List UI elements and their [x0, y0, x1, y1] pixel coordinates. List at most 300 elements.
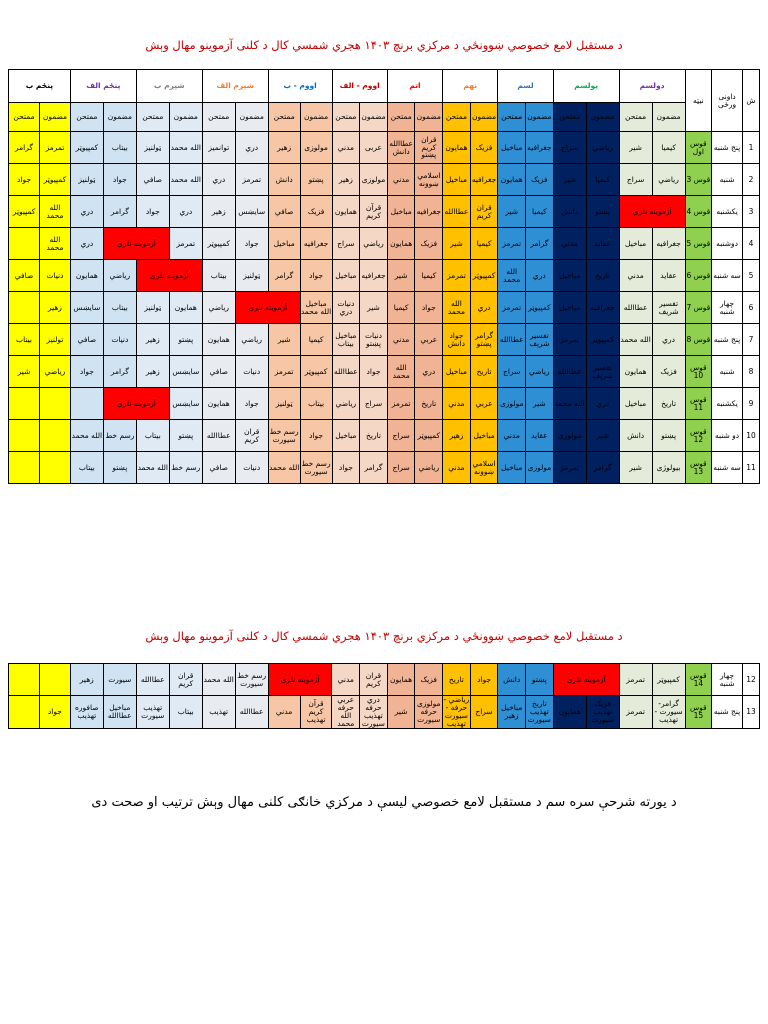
schedule-cell: دري: [70, 196, 103, 228]
row-weekday: پنج شنبه: [712, 132, 743, 164]
row-date: قوس 7: [685, 292, 712, 324]
schedule-cell: دري: [169, 196, 202, 228]
schedule-cell: دري: [235, 132, 268, 164]
row-weekday: دوشنبه: [712, 228, 743, 260]
schedule-title-2: د مستقبل لامع خصوصي ښوونځي د مرکزي برنچ ۱۴۰۳ هجري شمسي کال د کلنی آزموینو مهال وېش: [145, 629, 623, 643]
teacher-subheader: ممتحن: [498, 103, 526, 132]
row-number: 3: [742, 196, 759, 228]
schedule-cell: بیتاب: [103, 132, 136, 164]
schedule-cell: [9, 388, 40, 420]
row-number: 6: [742, 292, 759, 324]
schedule-cell: تمرمز: [387, 388, 415, 420]
class-header: دولسم: [619, 70, 685, 103]
schedule-cell: تفسیر شریف: [652, 292, 685, 324]
schedule-cell: ریاضي: [360, 228, 388, 260]
schedule-cell: کیمیا: [300, 324, 332, 356]
row-date: قوس 3: [685, 164, 712, 196]
row-date: قوس 15: [685, 696, 712, 729]
schedule-cell: قرآن کریم تهذیب: [300, 696, 332, 729]
schedule-cell: بیتاب: [202, 260, 235, 292]
teacher-subheader: ممتحن: [70, 103, 103, 132]
schedule-cell: تمرمز: [40, 132, 71, 164]
schedule-cell: جواد: [470, 664, 498, 696]
schedule-cell: تمرمز: [553, 452, 586, 484]
schedule-cell: عطاالله: [332, 356, 360, 388]
schedule-cell: کمپیوټر: [586, 324, 619, 356]
row-weekday: دو شنبه: [712, 420, 743, 452]
schedule-cell: همایون: [70, 260, 103, 292]
schedule-cell: مباخیل بیتاب: [332, 324, 360, 356]
row-number: 2: [742, 164, 759, 196]
schedule-cell: عطاالله: [619, 292, 652, 324]
schedule-cell: جواد: [300, 260, 332, 292]
schedule-cell: الله محمد: [202, 664, 235, 696]
schedule-cell: تولنیز: [40, 324, 71, 356]
row-number: 11: [742, 452, 759, 484]
schedule-cell: شیر: [586, 420, 619, 452]
schedule-cell: تاریخ: [652, 388, 685, 420]
teacher-subheader: ممتحن: [443, 103, 471, 132]
schedule-cell: زهیر: [268, 132, 300, 164]
schedule-cell: سراج: [553, 132, 586, 164]
schedule-cell: تمرمز: [619, 664, 652, 696]
table-row: [9, 260, 760, 292]
schedule-cell: شیر: [387, 696, 415, 729]
schedule-cell: زهیر: [136, 356, 169, 388]
schedule-cell: صافي: [136, 164, 169, 196]
schedule-cell: سراج: [619, 164, 652, 196]
schedule-cell: [9, 452, 40, 484]
schedule-cell: دانش: [619, 420, 652, 452]
schedule-cell: مباخیل الله محمد: [300, 292, 332, 324]
subject-subheader: مضمون: [470, 103, 498, 132]
teacher-subheader: ممتحن: [268, 103, 300, 132]
schedule-cell: مدني: [443, 388, 471, 420]
schedule-cell: تمرمز: [169, 228, 202, 260]
row-date: قوس 13: [685, 452, 712, 484]
schedule-cell: کمپیوټر: [415, 420, 443, 452]
schedule-cell: ریاضي: [202, 292, 235, 324]
schedule-cell: پښتو: [586, 196, 619, 228]
schedule-cell: قران کریم: [235, 420, 268, 452]
schedule-cell: زهیر: [443, 420, 471, 452]
schedule-cell: زهیر: [136, 324, 169, 356]
row-date: قوس 10: [685, 356, 712, 388]
schedule-cell: ریاضي: [652, 164, 685, 196]
schedule-cell: مباخیل: [498, 132, 526, 164]
schedule-cell: دانش: [268, 164, 300, 196]
schedule-cell: الله محمد: [136, 452, 169, 484]
schedule-cell: تاریخ تهذیب سیورت: [526, 696, 554, 729]
row-number: 4: [742, 228, 759, 260]
schedule-cell: کمپیوټر: [470, 260, 498, 292]
schedule-cell: تهذیب سیورت: [136, 696, 169, 729]
teacher-subheader: ممتحن: [9, 103, 40, 132]
schedule-cell: عربی: [360, 132, 388, 164]
schedule-cell: شیر: [9, 356, 40, 388]
teacher-subheader: ممتحن: [619, 103, 652, 132]
schedule-cell: مباخیل: [443, 356, 471, 388]
schedule-cell: تمرمز: [619, 696, 652, 729]
schedule-cell: [9, 420, 40, 452]
row-number: 12: [742, 664, 759, 696]
row-weekday: یکشنبه: [712, 196, 743, 228]
schedule-cell: مدني: [387, 164, 415, 196]
class-header: شپږم ب: [136, 70, 202, 103]
schedule-cell: گرامر پښتو: [470, 324, 498, 356]
header-number: ش: [742, 70, 759, 132]
schedule-cell: بیتاب: [103, 292, 136, 324]
schedule-cell: فزیک: [526, 164, 554, 196]
row-date: قوس 12: [685, 420, 712, 452]
schedule-cell: رسم خط سیورت: [300, 452, 332, 484]
schedule-cell: جواد: [70, 356, 103, 388]
row-weekday: پنج شنبه: [712, 696, 743, 729]
schedule-cell: مدني: [553, 228, 586, 260]
schedule-cell: کیمیا: [470, 228, 498, 260]
teacher-subheader: ممتحن: [553, 103, 586, 132]
no-exam-cell: آزموینه نلری: [136, 260, 202, 292]
table-row: [9, 164, 760, 196]
schedule-cell: کیمیا: [586, 164, 619, 196]
schedule-cell: الله محمد: [387, 356, 415, 388]
schedule-cell: عطاالله: [498, 324, 526, 356]
schedule-cell: بیتاب: [9, 324, 40, 356]
row-number: 8: [742, 356, 759, 388]
schedule-cell: [9, 664, 40, 696]
row-date: قوس 4: [685, 196, 712, 228]
schedule-cell: ټولنیز: [136, 292, 169, 324]
schedule-cell: عقاید: [586, 228, 619, 260]
schedule-cell: پښتو: [169, 324, 202, 356]
schedule-cell: جواد دانش: [443, 324, 471, 356]
schedule-cell: مباخیل عطاالله: [103, 696, 136, 729]
schedule-cell: جغرافیه: [652, 228, 685, 260]
subject-subheader: مضمون: [415, 103, 443, 132]
schedule-cell: مدني: [332, 132, 360, 164]
schedule-cell: تاریخ: [586, 260, 619, 292]
schedule-cell: قران کریم پښتو: [415, 132, 443, 164]
schedule-cell: ریاضي: [332, 388, 360, 420]
no-exam-cell: آزموینه نلری: [235, 292, 300, 324]
schedule-cell: مولوزی: [526, 452, 554, 484]
no-exam-cell: آزموینه نلری: [103, 388, 169, 420]
schedule-cell: دنیات دري: [332, 292, 360, 324]
row-number: 7: [742, 324, 759, 356]
schedule-cell: همایون: [202, 324, 235, 356]
schedule-cell: جواد: [235, 388, 268, 420]
no-exam-cell: آزموینه نلری: [268, 664, 332, 696]
class-header: لسم: [498, 70, 553, 103]
schedule-cell: [9, 228, 40, 260]
schedule-cell: مباخیل: [553, 260, 586, 292]
row-date: قوس 14: [685, 664, 712, 696]
schedule-cell: زهیر: [202, 196, 235, 228]
schedule-cell: مباخیل: [443, 164, 471, 196]
schedule-cell: همایون: [619, 356, 652, 388]
schedule-cell: پښتو: [169, 420, 202, 452]
schedule-cell: ټولنیز: [268, 388, 300, 420]
schedule-cell: گرامر- سیورت - تهذیب: [652, 696, 685, 729]
schedule-cell: جغرافیه: [300, 228, 332, 260]
schedule-cell: تمرمز: [235, 164, 268, 196]
schedule-cell: گرامر: [526, 228, 554, 260]
schedule-cell: ریاضي: [526, 356, 554, 388]
schedule-cell: عطاالله: [443, 196, 471, 228]
class-header: پنځم ب: [9, 70, 71, 103]
schedule-cell: مباخیل: [332, 260, 360, 292]
schedule-cell: الله محمد: [268, 452, 300, 484]
schedule-cell: [40, 452, 71, 484]
schedule-cell: تفسیر شریف: [526, 324, 554, 356]
schedule-cell: سایښس: [169, 356, 202, 388]
schedule-cell: جغرافیه: [415, 196, 443, 228]
schedule-cell: ټولنیز: [235, 260, 268, 292]
schedule-cell: زهیر: [70, 664, 103, 696]
schedule-cell: [9, 696, 40, 729]
subject-subheader: مضمون: [652, 103, 685, 132]
class-header: اووم - الف: [332, 70, 387, 103]
schedule-cell: عربي: [415, 324, 443, 356]
class-header: پنځم الف: [70, 70, 136, 103]
schedule-cell: جغرافیه: [526, 132, 554, 164]
schedule-cell: رسم خط سیورت: [235, 664, 268, 696]
exam-schedule-table-2: [8, 663, 760, 729]
schedule-cell: فزیک: [415, 664, 443, 696]
subject-subheader: مضمون: [169, 103, 202, 132]
schedule-cell: [70, 388, 103, 420]
subject-subheader: مضمون: [300, 103, 332, 132]
subject-subheader: مضمون: [360, 103, 388, 132]
schedule-cell: گرامر: [9, 132, 40, 164]
row-date: قوس 8: [685, 324, 712, 356]
schedule-cell: سراج: [387, 452, 415, 484]
row-date: قوس 5: [685, 228, 712, 260]
schedule-cell: اسلامي ښوونه: [470, 452, 498, 484]
schedule-cell: بیولوژی: [652, 452, 685, 484]
schedule-cell: عربي حرفه الله محمد: [332, 696, 360, 729]
schedule-cell: کمپیوټر: [70, 132, 103, 164]
schedule-cell: مباخیل: [553, 292, 586, 324]
schedule-cell: شیر: [619, 132, 652, 164]
schedule-cell: عطاالله: [136, 664, 169, 696]
schedule-cell: عطاالله: [553, 356, 586, 388]
schedule-cell: پښتو: [652, 420, 685, 452]
row-number: 13: [742, 696, 759, 729]
no-exam-cell: آزموینه نلری: [619, 196, 685, 228]
schedule-cell: شیر: [443, 228, 471, 260]
schedule-cell: جواد: [360, 356, 388, 388]
table-row: [9, 196, 760, 228]
schedule-cell: مباخیل: [470, 420, 498, 452]
schedule-cell: دري: [415, 356, 443, 388]
schedule-cell: کمپیوټر: [652, 664, 685, 696]
table-row: [9, 664, 760, 696]
subject-subheader: مضمون: [40, 103, 71, 132]
schedule-cell: همایون: [498, 164, 526, 196]
schedule-cell: سراج: [498, 356, 526, 388]
schedule-cell: الله محمد: [40, 228, 71, 260]
schedule-cell: ریاضي - حرفه - سیورت تهذیب: [443, 695, 470, 728]
schedule-cell: دنیات: [40, 260, 71, 292]
schedule-cell: مدني: [268, 696, 300, 729]
header-row: [9, 70, 760, 103]
row-number: 9: [742, 388, 759, 420]
class-header: اووم - ب: [268, 70, 332, 103]
schedule-cell: دري: [652, 324, 685, 356]
schedule-cell: ټولنیز: [136, 132, 169, 164]
schedule-cell: ریاضي: [235, 324, 268, 356]
schedule-cell: سراج: [470, 696, 498, 729]
schedule-cell: رسم خط: [169, 452, 202, 484]
schedule-cell: مدني: [619, 260, 652, 292]
schedule-cell: شیر: [498, 196, 526, 228]
row-date: قوس 6: [685, 260, 712, 292]
schedule-cell: تمرمز: [498, 228, 526, 260]
schedule-cell: کیمیا: [415, 260, 443, 292]
schedule-cell: شیر: [268, 324, 300, 356]
row-weekday: سه شنبه: [712, 260, 743, 292]
schedule-cell: ټولنیز: [70, 164, 103, 196]
schedule-cell: همایون: [387, 664, 415, 696]
schedule-cell: صافي: [9, 260, 40, 292]
schedule-cell: بیتاب: [169, 696, 202, 729]
schedule-cell: جواد: [235, 228, 268, 260]
schedule-cell: جواد: [415, 292, 443, 324]
schedule-cell: مباخیل زهیر: [498, 696, 526, 729]
schedule-title-1: د مستقبل لامع خصوصي ښوونځي د مرکزي برنچ ۱۴۰۳ هجري شمسي کال د کلنی آزموینو مهال وېش: [145, 38, 623, 52]
class-header: اتم: [387, 70, 442, 103]
schedule-cell: جغرافیه: [586, 292, 619, 324]
row-weekday: شنبه: [712, 164, 743, 196]
schedule-cell: [40, 388, 71, 420]
schedule-cell: مدني: [443, 452, 471, 484]
schedule-cell: صافي: [70, 324, 103, 356]
table-row: [9, 452, 760, 484]
schedule-cell: صافي: [202, 356, 235, 388]
subheader-row: [9, 103, 760, 132]
schedule-cell: مولوزی: [300, 132, 332, 164]
schedule-cell: مولوزی: [498, 388, 526, 420]
schedule-cell: کیمیا: [526, 196, 554, 228]
schedule-cell: عربي: [470, 388, 498, 420]
row-date: قوس 11: [685, 388, 712, 420]
row-weekday: پنج شنبه: [712, 324, 743, 356]
schedule-cell: اسلامي ښوونه: [415, 164, 443, 196]
teacher-subheader: ممتحن: [202, 103, 235, 132]
schedule-cell: رسم خط: [103, 420, 136, 452]
schedule-cell: دري: [470, 292, 498, 324]
schedule-cell: قران کریم: [470, 196, 498, 228]
schedule-cell: قران کریم: [360, 664, 388, 696]
schedule-cell: عطاالله دانش: [387, 132, 415, 164]
schedule-cell: الله محمد: [553, 388, 586, 420]
row-number: 10: [742, 420, 759, 452]
schedule-cell: مدني: [332, 664, 360, 696]
schedule-cell: مباخیل: [498, 452, 526, 484]
schedule-cell: سیورت: [103, 664, 136, 696]
schedule-cell: مولوزی: [553, 420, 586, 452]
schedule-cell: الله محمد: [40, 196, 71, 228]
schedule-cell: کمپیوټر: [40, 164, 71, 196]
schedule-cell: قران کریم: [169, 664, 202, 696]
row-weekday: یکشنبه: [712, 388, 743, 420]
schedule-cell: کیمیا: [652, 132, 685, 164]
table-row: [9, 132, 760, 164]
schedule-cell: همایون: [443, 132, 471, 164]
schedule-cell: شیر: [526, 388, 554, 420]
row-weekday: سه شنبه: [712, 452, 743, 484]
schedule-cell: صافي: [268, 196, 300, 228]
schedule-cell: دري: [70, 228, 103, 260]
schedule-cell: پښتو: [526, 664, 554, 696]
schedule-cell: کمپیوټر: [526, 292, 554, 324]
schedule-cell: فزیک: [470, 132, 498, 164]
bottom-note: د یورته شرحې سره سم د مستقبل لامع خصوصي لیسې د مرکزي خانګی کلنی مهال وېش ترتیب او صحت دی: [91, 795, 677, 810]
schedule-cell: شیر: [553, 164, 586, 196]
schedule-cell: گرامر: [103, 196, 136, 228]
schedule-cell: تفسیر شریف: [586, 356, 619, 388]
schedule-cell: جواد: [136, 196, 169, 228]
schedule-cell: جواد: [103, 164, 136, 196]
schedule-cell: دنیات: [103, 324, 136, 356]
row-weekday: چهار شنبه: [712, 292, 743, 324]
schedule-cell: ریاضي: [40, 356, 71, 388]
no-exam-cell: آزموینه نلری: [553, 664, 619, 696]
class-header: یولسم: [553, 70, 619, 103]
schedule-cell: تاریخ: [415, 388, 443, 420]
schedule-cell: مباخیل: [332, 420, 360, 452]
exam-schedule-table-1: [8, 69, 760, 484]
schedule-cell: جواد: [9, 164, 40, 196]
row-number: 5: [742, 260, 759, 292]
schedule-cell: الله محمد: [169, 132, 202, 164]
schedule-cell: صافوره تهذیب: [70, 696, 103, 729]
schedule-cell: گرامر: [268, 260, 300, 292]
schedule-cell: جغرافیه: [470, 164, 498, 196]
schedule-cell: شیر: [360, 292, 388, 324]
schedule-cell: پښتو: [103, 452, 136, 484]
schedule-cell: جواد: [332, 452, 360, 484]
schedule-cell: مباخیل: [619, 388, 652, 420]
schedule-cell: دنیات: [235, 356, 268, 388]
schedule-cell: بیتاب: [300, 388, 332, 420]
schedule-cell: کمپیوټر: [202, 228, 235, 260]
schedule-cell: دري: [526, 260, 554, 292]
schedule-cell: تمرمز: [268, 356, 300, 388]
table-row: [9, 420, 760, 452]
schedule-cell: سراج: [360, 388, 388, 420]
table-row: [9, 228, 760, 260]
schedule-cell: تاریخ: [360, 420, 388, 452]
schedule-cell: گرامر: [360, 452, 388, 484]
subject-subheader: مضمون: [586, 103, 619, 132]
schedule-cell: گرامر: [103, 356, 136, 388]
schedule-cell: الله محمد: [70, 420, 103, 452]
teacher-subheader: ممتحن: [136, 103, 169, 132]
schedule-cell: فزیک: [300, 196, 332, 228]
schedule-cell: قرآن کریم: [360, 196, 388, 228]
schedule-cell: عقاید: [652, 260, 685, 292]
schedule-cell: همایون: [202, 388, 235, 420]
schedule-cell: [40, 420, 71, 452]
subject-subheader: مضمون: [526, 103, 554, 132]
schedule-cell: تاریخ: [470, 356, 498, 388]
class-header: شپږم الف: [202, 70, 268, 103]
schedule-cell: گرامر: [586, 452, 619, 484]
schedule-cell: زهیر: [332, 164, 360, 196]
row-date: قوس اول: [685, 132, 712, 164]
